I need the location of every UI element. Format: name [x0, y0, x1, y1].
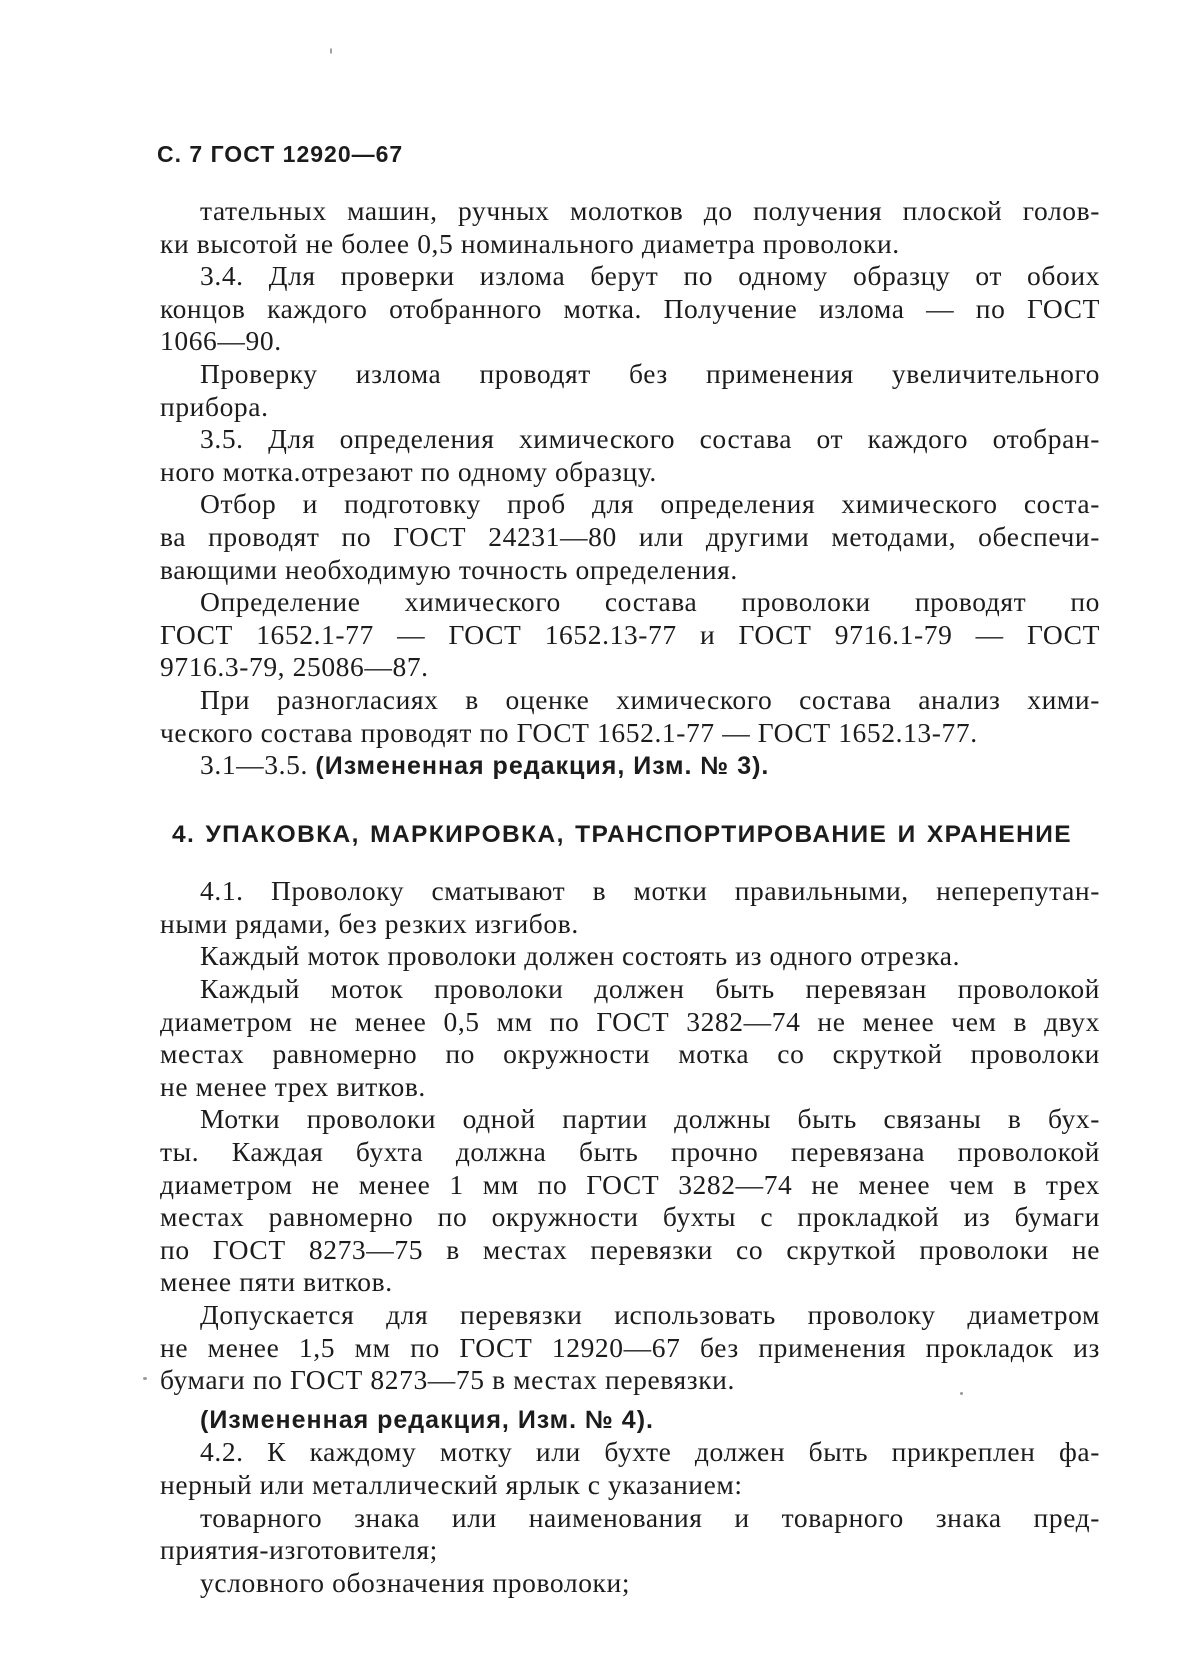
text-line: не менее трех витков. — [160, 1070, 426, 1102]
text-line: приятия-изготовителя; — [160, 1534, 438, 1566]
text-line: 3.5. Для определения химического состава от каждого отобран- — [200, 423, 1100, 455]
page-header: С. 7 ГОСТ 12920—67 — [157, 141, 404, 167]
text-line: местах равномерно по окружности мотка со скруткой проволоки — [160, 1038, 1100, 1070]
text-line: бумаги по ГОСТ 8273—75 в местах перевязки. — [160, 1364, 735, 1396]
text-line: 3.4. Для проверки излома берут по одному образцу от обоих — [200, 260, 1100, 292]
scan-speck — [960, 1392, 963, 1395]
text-line: вающими необходимую точность определения. — [160, 553, 738, 585]
text-line: ного мотка.отрезают по одному образцу. — [160, 455, 657, 487]
text-line: местах равномерно по окружности бухты с прокладкой из бумаги — [160, 1201, 1100, 1233]
text-line: нерный или металлический ярлык с указанием: — [160, 1468, 743, 1500]
section-4-2-text — [160, 1436, 1100, 1599]
text-line: 4.1. Проволоку сматывают в мотки правильными, неперепутан- — [200, 875, 1100, 907]
text-line: ными рядами, без резких изгибов. — [160, 907, 579, 939]
text-line: условного обозначения проволоки; — [200, 1566, 631, 1598]
text-line: по ГОСТ 8273—75 в местах перевязки со скруткой проволоки не — [160, 1233, 1100, 1265]
text-line: ческого состава проводят по ГОСТ 1652.1-77 — ГОСТ 1652.13-77. — [160, 716, 978, 748]
amendment-3-prefix: 3.1—3.5. — [200, 749, 316, 781]
text-line: не менее 1,5 мм по ГОСТ 12920—67 без применения прокладок из — [160, 1331, 1100, 1363]
text-line: ва проводят по ГОСТ 24231—80 или другими методами, обеспечи- — [160, 520, 1100, 552]
amendment-note-4 — [160, 1403, 1100, 1437]
section-4-text — [160, 875, 1100, 1397]
section-4-title: 4. УПАКОВКА, МАРКИРОВКА, ТРАНСПОРТИРОВАНИЕ И ХРАНЕНИЕ — [172, 820, 1072, 848]
document-body — [160, 195, 1100, 1599]
amendment-note-3 — [160, 749, 1100, 783]
text-line: 9716.3-79, 25086—87. — [160, 651, 429, 683]
text-line: ки высотой не более 0,5 номинального диаметра проволоки. — [160, 227, 900, 259]
text-line: Проверку излома проводят без применения увеличительного — [200, 357, 1100, 389]
text-line: Каждый моток проволоки должен быть перевязан проволокой — [200, 973, 1100, 1005]
scan-speck — [143, 1377, 147, 1380]
section-3-text — [160, 195, 1100, 749]
text-line: Определение химического состава проволоки проводят по — [200, 586, 1100, 618]
text-line: 4.2. К каждому мотку или бухте должен быть прикреплен фа- — [200, 1436, 1100, 1468]
text-line: диаметром не менее 1 мм по ГОСТ 3282—74 не менее чем в трех — [160, 1168, 1100, 1200]
text-line: товарного знака или наименования и товарного знака пред- — [200, 1501, 1100, 1533]
text-line: При разногласиях в оценке химического состава анализ хими- — [200, 683, 1100, 715]
amendment-4-label: (Измененная редакция, Изм. № 4). — [200, 1405, 654, 1434]
text-line: ты. Каждая бухта должна быть прочно перевязана проволокой — [160, 1136, 1100, 1168]
text-line: Допускается для перевязки использовать проволоку диаметром — [200, 1299, 1100, 1330]
text-line: диаметром не менее 0,5 мм по ГОСТ 3282—74 не менее чем в двух — [160, 1005, 1100, 1037]
amendment-3-label: (Измененная редакция, Изм. № 3). — [315, 752, 770, 781]
text-line: 1066—90. — [160, 325, 282, 357]
text-line: Отбор и подготовку проб для определения химического соста- — [200, 488, 1100, 520]
text-line: ГОСТ 1652.1-77 — ГОСТ 1652.13-77 и ГОСТ 9716.1-79 — ГОСТ — [160, 618, 1100, 650]
text-line: менее пяти витков. — [160, 1266, 393, 1298]
scan-speck — [330, 48, 332, 54]
text-line: Мотки проволоки одной партии должны быть связаны в бух- — [200, 1103, 1100, 1135]
text-line: тательных машин, ручных молотков до получения плоской голов- — [200, 195, 1100, 226]
text-line: Каждый моток проволоки должен состоять из одного отрезка. — [200, 940, 961, 972]
text-line: концов каждого отобранного мотка. Получение излома — по ГОСТ — [160, 292, 1100, 324]
text-line: прибора. — [160, 390, 269, 422]
